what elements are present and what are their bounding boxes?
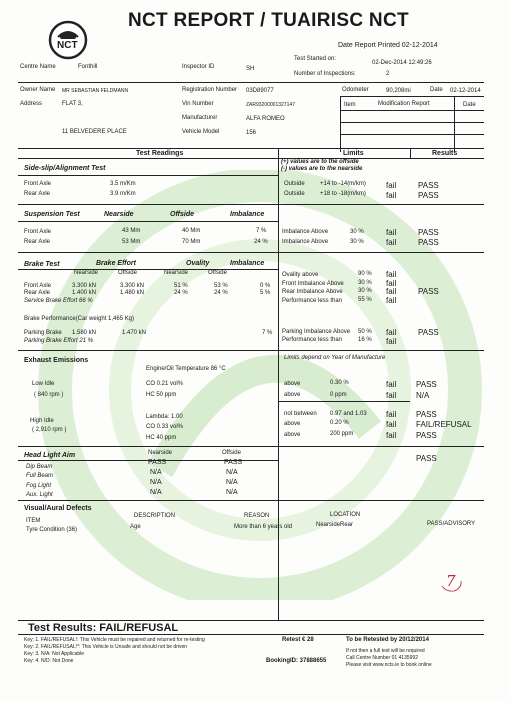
- full-beam-near: N/A: [150, 469, 162, 476]
- defects-title: Visual/Aural Defects: [24, 505, 92, 512]
- brake-result: PASS: [418, 287, 439, 296]
- suspension-rear-imb: 24 %: [254, 239, 268, 245]
- suspension-col-near: Nearside: [104, 211, 134, 218]
- brake-sub-near2: Nearside: [164, 270, 189, 276]
- high-idle-co-limit-label: above: [284, 421, 301, 427]
- suspension-front-imb: 7 %: [256, 228, 267, 234]
- suspension-rear-off: 70 Mm: [182, 239, 201, 245]
- parking-limit-imb-label: Parking Imbalance Above: [282, 329, 351, 335]
- brake-limit-front-label: Front Imbalance Above: [282, 281, 344, 287]
- headlight-result: PASS: [416, 454, 437, 463]
- high-idle-lambda-limit-label: not between: [284, 411, 317, 417]
- odometer-label: Odometer: [342, 87, 369, 93]
- low-idle-rpm: ( 840 rpm ): [34, 392, 64, 398]
- side-slip-front-status: fail: [386, 181, 397, 190]
- centre-label: Centre Name: [20, 64, 56, 70]
- inspector-value: SH: [246, 66, 255, 72]
- mod-report-label: Modification Report: [378, 101, 430, 107]
- brake-limit-ovality-status: fail: [386, 270, 397, 279]
- vin-label: Vin Number: [182, 101, 214, 107]
- brake-front-ov-off: 53 %: [214, 283, 228, 289]
- brake-front-label: Front Axle: [24, 283, 52, 289]
- low-idle-co-status: fail: [386, 380, 397, 389]
- date-label: Date: [430, 87, 443, 93]
- registration-label: Registration Number: [182, 87, 238, 93]
- low-idle-hc-limit: 0 ppm: [330, 392, 347, 398]
- high-idle-hc-result: PASS: [416, 431, 437, 440]
- defects-col-item: ITEM: [26, 518, 41, 524]
- brake-limit-ovality-value: 90 %: [358, 271, 372, 277]
- exhaust-limits-note: Limits depend on Year of Manufacture: [284, 355, 386, 361]
- brake-limit-front-value: 30 %: [358, 280, 372, 286]
- dip-beam-near: PASS: [148, 459, 167, 466]
- suspension-front-result: PASS: [418, 228, 439, 237]
- owner-value: MR SEBASTIAN FELDMANN: [62, 88, 129, 94]
- defects-col-reason: REASON: [244, 513, 270, 519]
- key-line-4: Key: 4. N/D: Not Done: [24, 658, 74, 664]
- retest-note-2: Call Centre Number 01 4135992: [346, 655, 418, 661]
- parking-brake-imb: 7 %: [262, 330, 273, 336]
- side-slip-front-limit-label: Outside: [284, 181, 305, 187]
- inspector-label: Inspector ID: [182, 64, 215, 70]
- brake-col-ovality: Ovality: [186, 260, 210, 267]
- side-slip-front-label: Front Axle: [24, 181, 52, 187]
- centre-value: Fonthill: [78, 64, 98, 70]
- suspension-front-status: fail: [386, 228, 397, 237]
- high-idle-lambda-reading: Lambda: 1.00: [146, 414, 183, 420]
- retest-note-3: Please visit www.ncts.ie to book online: [346, 662, 432, 668]
- results-header: Results: [432, 150, 458, 157]
- side-slip-front-result: PASS: [418, 181, 439, 190]
- suspension-front-limit: 30 %: [350, 229, 364, 235]
- high-idle-hc-reading: HC 40 ppm: [146, 435, 177, 441]
- high-idle-co-reading: CO 0.33 vol%: [146, 424, 184, 430]
- parking-limit-imb-value: 50 %: [358, 329, 372, 335]
- parking-limit-perf-label: Performance less than: [282, 337, 343, 343]
- suspension-rear-status: fail: [386, 238, 397, 247]
- parking-brake-effort: Parking Brake Effort 21 %: [24, 338, 94, 344]
- side-slip-rear-limit: +18 to -18(m/km): [320, 191, 366, 197]
- manufacturer-label: Manufacturer: [182, 115, 218, 121]
- brake-sub-near: Nearside: [74, 270, 99, 276]
- full-beam-off: N/A: [226, 469, 238, 476]
- suspension-rear-limit: 30 %: [350, 239, 364, 245]
- suspension-front-label: Front Axle: [24, 229, 52, 235]
- low-idle-hc-status: fail: [386, 391, 397, 400]
- brake-rear-ov-near: 24 %: [174, 290, 188, 296]
- high-idle-lambda-status: fail: [386, 410, 397, 419]
- low-idle-label: Low Idle: [32, 381, 55, 387]
- side-slip-rear-limit-label: Outside: [284, 191, 305, 197]
- key-line-1: Key: 1. FAIL/REFUSAL!: This Vehicle must be repaired and returned for re-testing: [24, 637, 205, 643]
- defect-reason: More than 6 years old: [234, 524, 293, 530]
- exhaust-title: Exhaust Emissions: [24, 357, 89, 364]
- side-slip-rear-result: PASS: [418, 191, 439, 200]
- high-idle-co-limit: 0.20 %: [330, 420, 349, 426]
- owner-label: Owner Name: [20, 87, 56, 93]
- high-idle-hc-limit-label: above: [284, 432, 301, 438]
- aux-light-label: Aux. Light: [26, 492, 53, 498]
- high-idle-co-result: FAIL/REFUSAL: [416, 420, 472, 429]
- dip-beam-label: Dip Beam: [26, 464, 53, 470]
- inspections-value: 2: [386, 71, 390, 77]
- date-value: 02-12-2014: [450, 88, 481, 94]
- suspension-rear-result: PASS: [418, 238, 439, 247]
- headlight-col-off: Offside: [222, 450, 241, 456]
- brake-limit-perf-value: 55 %: [358, 297, 372, 303]
- brake-front-near: 3.300 kN: [72, 283, 97, 289]
- fog-light-near: N/A: [150, 479, 162, 486]
- readings-header: Test Readings: [136, 150, 184, 157]
- defects-col-pass: PASS/ADVISORY: [427, 521, 476, 527]
- address-label: Address: [20, 101, 43, 107]
- brake-limit-perf-label: Performance less than: [282, 298, 343, 304]
- parking-limit-imb-status: fail: [386, 328, 397, 337]
- brake-sub-off: Offside: [118, 270, 137, 276]
- defects-col-desc: DESCRIPTION: [134, 513, 176, 519]
- mod-date-label: Date: [463, 102, 476, 108]
- brake-col-effort: Brake Effort: [96, 260, 136, 267]
- high-idle-lambda-limit: 0.97 and 1.03: [330, 411, 367, 417]
- model-value: 156: [246, 130, 257, 136]
- registration-value: 03D89077: [246, 88, 274, 94]
- high-idle-hc-limit: 200 ppm: [330, 431, 354, 437]
- side-slip-rear-label: Rear Axle: [24, 191, 51, 197]
- parking-brake-result: PASS: [418, 328, 439, 337]
- brake-limit-perf-status: fail: [386, 296, 397, 305]
- suspension-rear-limit-label: Imbalance Above: [282, 239, 329, 245]
- date-printed: Date Report Printed 02-12-2014: [338, 42, 438, 49]
- booking-id: BookingID: 37888655: [266, 658, 327, 664]
- brake-rear-imb: 5 %: [260, 290, 271, 296]
- headlight-title: Head Light Aim: [24, 452, 76, 459]
- key-line-3: Key: 3. N/A: Not Applicable: [24, 651, 85, 657]
- brake-sub-off2: Offside: [208, 270, 227, 276]
- low-idle-hc-reading: HC 50 ppm: [146, 392, 177, 398]
- brake-service-effort: Service Brake Effort 66 %: [24, 298, 93, 304]
- side-slip-note1: (+) values are to the offside: [281, 159, 359, 165]
- low-idle-co-limit-label: above: [284, 381, 301, 387]
- parking-brake-off: 1.470 kN: [122, 330, 147, 336]
- suspension-front-near: 43 Mm: [122, 228, 141, 234]
- brake-col-imbalance: Imbalance: [230, 260, 265, 267]
- side-slip-note2: (-) values are to the nearside: [281, 166, 363, 172]
- model-label: Vehicle Model: [182, 129, 220, 135]
- parking-brake-label: Parking Brake: [24, 330, 62, 336]
- suspension-front-limit-label: Imbalance Above: [282, 229, 329, 235]
- handwritten-circle: [440, 574, 464, 594]
- inspections-label: Number of Inspections:: [294, 71, 356, 77]
- brake-rear-near: 1.400 kN: [72, 290, 97, 296]
- report-title: NCT REPORT / TUAIRISC NCT: [128, 10, 409, 31]
- brake-rear-label: Rear Axle: [24, 290, 51, 296]
- limits-header: Limits: [343, 150, 364, 157]
- side-slip-title: Side-slip/Alignment Test: [24, 165, 106, 172]
- defect-location: NearsideRear: [316, 522, 354, 528]
- item-label: Item: [344, 102, 356, 108]
- high-idle-hc-status: fail: [386, 431, 397, 440]
- high-idle-co-status: fail: [386, 420, 397, 429]
- headlight-col-near: Nearside: [148, 450, 173, 456]
- test-results-title: Test Results: FAIL/REFUSAL: [28, 622, 179, 634]
- high-idle-lambda-result: PASS: [416, 410, 437, 419]
- fog-light-label: Fog Light: [26, 483, 52, 489]
- logo-text: NCT: [57, 40, 78, 51]
- defect-desc: Age: [130, 524, 141, 530]
- low-idle-co-reading: CO 0.21 vol%: [146, 381, 184, 387]
- suspension-title: Suspension Test: [24, 211, 80, 218]
- full-beam-label: Full Beam: [26, 473, 54, 479]
- side-slip-rear-value: 3.9 m/Km: [110, 191, 136, 197]
- brake-limit-rear-label: Rear Imbalance Above: [282, 289, 343, 295]
- brake-limit-ovality-label: Ovality above: [282, 272, 319, 278]
- address-line1: FLAT 3,: [62, 101, 83, 107]
- test-started-label: Test Started on:: [294, 56, 337, 62]
- defect-item: Tyre Condition (36): [26, 527, 78, 533]
- suspension-col-off: Offside: [170, 211, 194, 218]
- low-idle-hc-result: N/A: [416, 391, 430, 400]
- odometer-value: 90,208mi: [386, 88, 411, 94]
- low-idle-co-result: PASS: [416, 380, 437, 389]
- key-line-2: Key: 2. FAIL/REFUSAL!*: This Vehicle is Unsafe and should not be driven: [24, 644, 188, 650]
- suspension-col-imb: Imbalance: [230, 211, 265, 218]
- low-idle-hc-limit-label: above: [284, 392, 301, 398]
- brake-front-imb: 0 %: [260, 283, 271, 289]
- low-idle-co-limit: 0.30 %: [330, 380, 349, 386]
- retest-fee: Retest € 28: [282, 637, 314, 643]
- manufacturer-value: ALFA ROMEO: [246, 116, 285, 122]
- defects-col-location: LOCATION: [330, 512, 361, 518]
- brake-front-off: 3.300 kN: [120, 283, 145, 289]
- high-idle-rpm: ( 2,910 rpm ): [32, 427, 67, 433]
- parking-limit-perf-status: fail: [386, 337, 397, 346]
- aux-light-off: N/A: [226, 489, 238, 496]
- brake-front-ov-near: 51 %: [174, 283, 188, 289]
- brake-limit-rear-value: 30 %: [358, 288, 372, 294]
- address-line2: 11 BELVEDERE PLACE: [62, 129, 127, 135]
- fog-light-off: N/A: [226, 479, 238, 486]
- high-idle-label: High Idle: [30, 418, 54, 424]
- retest-by: To be Retested by 20/12/2014: [346, 637, 429, 643]
- handwritten-mark: 7: [446, 572, 456, 590]
- brake-title: Brake Test: [24, 261, 60, 268]
- brake-performance-note: Brake Performance(Car weight 1,465 Kg): [24, 316, 135, 322]
- vin-value: ZAR93200001327147: [246, 102, 295, 108]
- side-slip-front-limit: +14 to -14(m/km): [320, 181, 366, 187]
- brake-limit-rear-status: fail: [386, 287, 397, 296]
- suspension-front-off: 40 Mm: [182, 228, 201, 234]
- side-slip-rear-status: fail: [386, 191, 397, 200]
- parking-brake-near: 1.580 kN: [72, 330, 97, 336]
- brake-limit-front-status: fail: [386, 279, 397, 288]
- nct-logo: [48, 20, 88, 60]
- retest-note-1: If not then a full test will be required: [346, 648, 425, 654]
- brake-rear-off: 1.480 kN: [120, 290, 145, 296]
- test-started-value: 02-Dec-2014 12:49:26: [372, 60, 432, 66]
- suspension-rear-near: 53 Mm: [122, 239, 141, 245]
- suspension-rear-label: Rear Axle: [24, 239, 51, 245]
- dip-beam-off: PASS: [224, 459, 243, 466]
- brake-rear-ov-off: 24 %: [214, 290, 228, 296]
- side-slip-front-value: 3.5 m/Km: [110, 181, 136, 187]
- engine-temp: Engine/Oil Temperature 86 °C: [146, 366, 226, 372]
- aux-light-near: N/A: [150, 489, 162, 496]
- parking-limit-perf-value: 16 %: [358, 337, 372, 343]
